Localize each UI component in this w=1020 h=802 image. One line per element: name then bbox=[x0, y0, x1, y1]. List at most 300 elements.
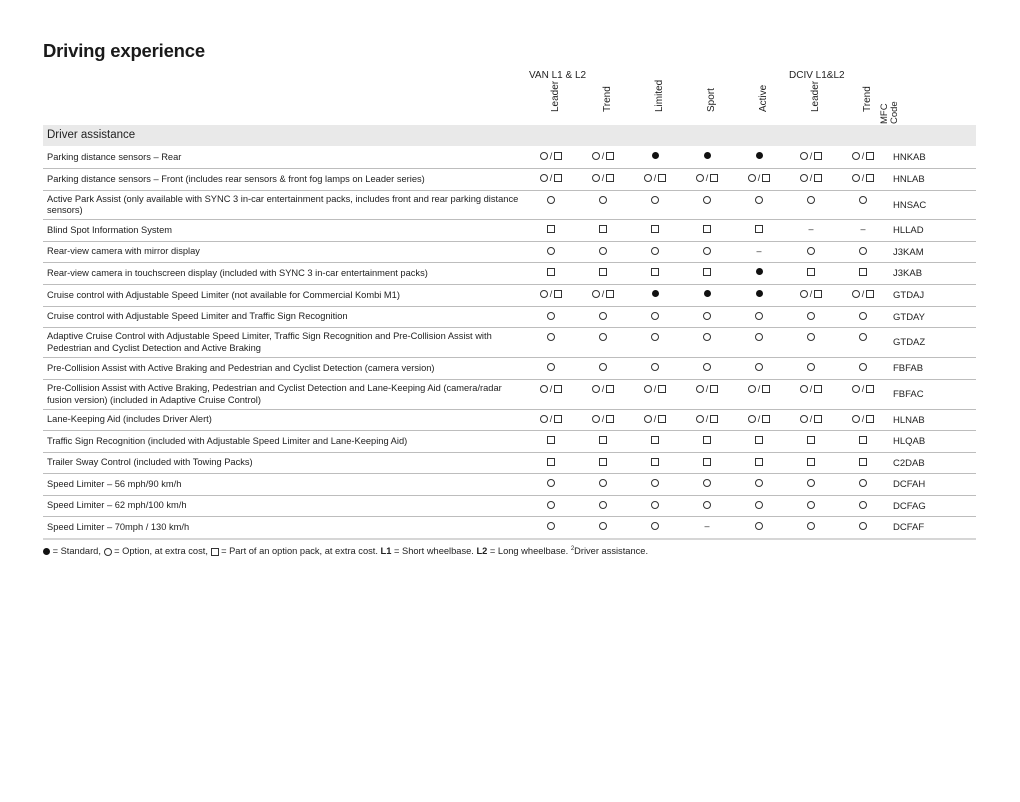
availability-cell bbox=[843, 288, 883, 298]
option-icon bbox=[547, 333, 555, 341]
option-icon bbox=[651, 333, 659, 341]
slash-separator: / bbox=[601, 383, 605, 394]
option-icon bbox=[859, 479, 867, 487]
option-icon bbox=[540, 385, 548, 393]
option-icon bbox=[859, 196, 867, 204]
table-row bbox=[43, 328, 976, 358]
option-icon bbox=[547, 196, 555, 204]
slash-separator: / bbox=[809, 150, 813, 161]
availability-cell bbox=[635, 172, 675, 182]
option-icon bbox=[807, 196, 815, 204]
mfc-code: FBFAB bbox=[893, 363, 924, 374]
slash-separator: / bbox=[601, 150, 605, 161]
option-icon bbox=[748, 174, 756, 182]
availability-cell bbox=[635, 499, 675, 509]
pack-icon bbox=[866, 152, 874, 160]
option-icon bbox=[859, 522, 867, 530]
availability-cell bbox=[739, 288, 779, 298]
column-header bbox=[853, 84, 873, 124]
option-icon bbox=[703, 247, 711, 255]
availability-cell bbox=[791, 150, 831, 160]
table-row bbox=[43, 517, 976, 539]
availability-cell bbox=[843, 331, 883, 341]
pack-icon bbox=[807, 458, 815, 466]
pack-icon bbox=[814, 385, 822, 393]
feature-label: Parking distance sensors – Front (includes rear sensors & front fog lamps on Leader series) bbox=[47, 173, 425, 184]
pack-icon bbox=[606, 152, 614, 160]
option-icon bbox=[540, 152, 548, 160]
pack-icon bbox=[755, 225, 763, 233]
availability-cell bbox=[843, 499, 883, 509]
availability-cell bbox=[739, 310, 779, 320]
option-icon bbox=[644, 385, 652, 393]
availability-cell bbox=[739, 245, 779, 255]
slash-separator: / bbox=[809, 172, 813, 183]
table-row bbox=[43, 380, 976, 410]
standard-icon bbox=[652, 152, 659, 159]
availability-cell bbox=[635, 477, 675, 487]
legend-l2-key: L2 bbox=[476, 546, 488, 557]
availability-cell bbox=[791, 434, 831, 444]
legend-option: = Option, at extra cost, bbox=[114, 546, 208, 557]
slash-separator: / bbox=[601, 172, 605, 183]
pack-icon bbox=[859, 436, 867, 444]
column-header bbox=[541, 80, 561, 124]
availability-cell bbox=[791, 288, 831, 298]
feature-label: Pre-Collision Assist with Active Braking, Pedestrian and Cyclist Detection and Lane-Keeping Aid (camera/radar fusion version) (included in Adaptive Cruise Control) bbox=[47, 383, 502, 405]
availability-cell bbox=[791, 383, 831, 393]
availability-cell bbox=[687, 477, 727, 487]
option-icon bbox=[104, 548, 112, 556]
option-icon bbox=[540, 415, 548, 423]
column-header bbox=[801, 80, 821, 124]
availability-cell bbox=[635, 223, 675, 233]
slash-separator: / bbox=[653, 172, 657, 183]
feature-label: Speed Limiter – 56 mph/90 km/h bbox=[47, 478, 182, 489]
feature-label: Cruise control with Adjustable Speed Limiter and Traffic Sign Recognition bbox=[47, 311, 348, 322]
availability-cell bbox=[531, 150, 571, 160]
option-icon bbox=[748, 415, 756, 423]
availability-cell bbox=[739, 434, 779, 444]
option-icon bbox=[644, 174, 652, 182]
availability-cell bbox=[531, 310, 571, 320]
option-icon bbox=[852, 415, 860, 423]
availability-cell bbox=[583, 245, 623, 255]
availability-cell bbox=[687, 172, 727, 182]
availability-cell bbox=[791, 331, 831, 341]
availability-cell bbox=[687, 413, 727, 423]
not-available-dash: – bbox=[860, 223, 866, 234]
availability-cell bbox=[687, 288, 727, 298]
standard-icon bbox=[756, 290, 763, 297]
pack-icon bbox=[762, 174, 770, 182]
availability-cell bbox=[583, 331, 623, 341]
availability-cell bbox=[583, 310, 623, 320]
pack-icon bbox=[606, 174, 614, 182]
pack-icon bbox=[606, 415, 614, 423]
pack-icon bbox=[211, 548, 219, 556]
pack-icon bbox=[554, 415, 562, 423]
standard-icon bbox=[756, 268, 763, 275]
availability-cell bbox=[791, 477, 831, 487]
not-available-dash: – bbox=[756, 245, 762, 256]
availability-cell bbox=[843, 223, 883, 233]
pack-icon bbox=[658, 174, 666, 182]
availability-cell bbox=[531, 331, 571, 341]
pack-icon bbox=[651, 458, 659, 466]
availability-cell bbox=[635, 310, 675, 320]
availability-cell bbox=[739, 266, 779, 276]
pack-icon bbox=[710, 174, 718, 182]
slash-separator: / bbox=[861, 383, 865, 394]
option-icon bbox=[592, 415, 600, 423]
availability-cell bbox=[791, 520, 831, 530]
feature-label: Lane-Keeping Aid (includes Driver Alert) bbox=[47, 414, 212, 425]
mfc-code: HLLAD bbox=[893, 225, 924, 236]
pack-icon bbox=[814, 174, 822, 182]
availability-cell bbox=[687, 456, 727, 466]
pack-icon bbox=[554, 152, 562, 160]
option-icon bbox=[859, 363, 867, 371]
group-label-dciv: DCIV L1&L2 bbox=[789, 70, 845, 81]
option-icon bbox=[807, 479, 815, 487]
availability-cell bbox=[687, 520, 727, 530]
availability-cell bbox=[687, 499, 727, 509]
standard-icon bbox=[43, 548, 50, 555]
mfc-code: FBFAC bbox=[893, 389, 924, 400]
mfc-code: HNKAB bbox=[893, 152, 926, 163]
legend-note-sup: 2 bbox=[570, 546, 575, 552]
column-header bbox=[749, 84, 769, 124]
pack-icon bbox=[651, 436, 659, 444]
availability-cell bbox=[739, 456, 779, 466]
pack-icon bbox=[755, 458, 763, 466]
availability-cell bbox=[531, 520, 571, 530]
pack-icon bbox=[755, 436, 763, 444]
availability-cell bbox=[635, 331, 675, 341]
option-icon bbox=[540, 174, 548, 182]
option-icon bbox=[703, 363, 711, 371]
slash-separator: / bbox=[705, 383, 709, 394]
availability-cell bbox=[635, 413, 675, 423]
pack-icon bbox=[599, 268, 607, 276]
availability-cell bbox=[635, 383, 675, 393]
option-icon bbox=[807, 522, 815, 530]
standard-icon bbox=[756, 152, 763, 159]
column-header-label: Trend bbox=[862, 86, 873, 112]
table-row bbox=[43, 169, 976, 191]
slash-separator: / bbox=[549, 172, 553, 183]
option-icon bbox=[651, 196, 659, 204]
availability-cell bbox=[531, 266, 571, 276]
mfc-code: DCFAG bbox=[893, 500, 926, 512]
option-icon bbox=[800, 152, 808, 160]
pack-icon bbox=[814, 152, 822, 160]
standard-icon bbox=[704, 152, 711, 159]
availability-cell bbox=[635, 434, 675, 444]
availability-cell bbox=[687, 361, 727, 371]
pack-icon bbox=[762, 415, 770, 423]
option-icon bbox=[540, 290, 548, 298]
option-icon bbox=[599, 312, 607, 320]
availability-cell bbox=[635, 520, 675, 530]
availability-cell bbox=[583, 150, 623, 160]
availability-cell bbox=[791, 266, 831, 276]
option-icon bbox=[859, 501, 867, 509]
availability-cell bbox=[843, 520, 883, 530]
slash-separator: / bbox=[549, 288, 553, 299]
availability-cell bbox=[583, 194, 623, 204]
slash-separator: / bbox=[861, 288, 865, 299]
option-icon bbox=[852, 152, 860, 160]
option-icon bbox=[599, 333, 607, 341]
availability-cell bbox=[635, 245, 675, 255]
pack-icon bbox=[599, 458, 607, 466]
pack-icon bbox=[859, 458, 867, 466]
availability-cell bbox=[687, 245, 727, 255]
mfc-code: HLNAB bbox=[893, 414, 925, 426]
feature-label: Trailer Sway Control (included with Towing Packs) bbox=[47, 457, 253, 468]
option-icon bbox=[651, 479, 659, 487]
column-header bbox=[697, 84, 717, 124]
slash-separator: / bbox=[757, 172, 761, 183]
slash-separator: / bbox=[809, 413, 813, 424]
table-row bbox=[43, 453, 976, 474]
availability-cell bbox=[583, 499, 623, 509]
option-icon bbox=[755, 479, 763, 487]
availability-cell bbox=[843, 310, 883, 320]
feature-label: Speed Limiter – 62 mph/100 km/h bbox=[47, 500, 187, 511]
option-icon bbox=[703, 501, 711, 509]
section-header-driver-assistance: Driver assistance bbox=[43, 125, 976, 146]
option-icon bbox=[547, 363, 555, 371]
availability-cell bbox=[791, 499, 831, 509]
pack-icon bbox=[807, 268, 815, 276]
availability-cell bbox=[739, 223, 779, 233]
column-header-label: Trend bbox=[602, 86, 613, 112]
legend-l1-text: = Short wheelbase. bbox=[394, 546, 474, 557]
availability-cell bbox=[791, 456, 831, 466]
column-header-label: Limited bbox=[654, 79, 665, 112]
mfc-code: DCFAH bbox=[893, 479, 926, 490]
table-row bbox=[43, 307, 976, 328]
feature-label: Parking distance sensors – Rear bbox=[47, 151, 182, 162]
option-icon bbox=[599, 501, 607, 509]
option-icon bbox=[859, 333, 867, 341]
pack-icon bbox=[554, 290, 562, 298]
pack-icon bbox=[554, 385, 562, 393]
slash-separator: / bbox=[705, 172, 709, 183]
option-icon bbox=[859, 312, 867, 320]
option-icon bbox=[755, 501, 763, 509]
mfc-code: HNLAB bbox=[893, 174, 925, 185]
availability-cell bbox=[739, 383, 779, 393]
pack-icon bbox=[599, 225, 607, 233]
slash-separator: / bbox=[861, 150, 865, 161]
availability-cell bbox=[531, 172, 571, 182]
availability-cell bbox=[583, 477, 623, 487]
option-icon bbox=[592, 152, 600, 160]
column-header-label: Sport bbox=[706, 88, 717, 112]
availability-cell bbox=[531, 288, 571, 298]
pack-icon bbox=[547, 268, 555, 276]
option-icon bbox=[651, 501, 659, 509]
availability-cell bbox=[739, 150, 779, 160]
option-icon bbox=[599, 363, 607, 371]
availability-cell bbox=[687, 383, 727, 393]
standard-icon bbox=[704, 290, 711, 297]
option-icon bbox=[599, 196, 607, 204]
pack-icon bbox=[866, 174, 874, 182]
option-icon bbox=[852, 174, 860, 182]
pack-icon bbox=[866, 385, 874, 393]
availability-cell bbox=[583, 456, 623, 466]
availability-cell bbox=[739, 520, 779, 530]
availability-cell bbox=[531, 499, 571, 509]
availability-cell bbox=[843, 361, 883, 371]
availability-cell bbox=[531, 434, 571, 444]
slash-separator: / bbox=[757, 383, 761, 394]
availability-cell bbox=[687, 194, 727, 204]
slash-separator: / bbox=[601, 413, 605, 424]
availability-cell bbox=[843, 150, 883, 160]
availability-cell bbox=[531, 413, 571, 423]
pack-icon bbox=[866, 290, 874, 298]
availability-cell bbox=[635, 456, 675, 466]
availability-cell bbox=[583, 361, 623, 371]
pack-icon bbox=[807, 436, 815, 444]
availability-cell bbox=[791, 245, 831, 255]
slash-separator: / bbox=[601, 288, 605, 299]
legend-l2-text: = Long wheelbase. bbox=[489, 546, 569, 557]
mfc-code-header-text: MFC Code bbox=[879, 101, 900, 124]
option-icon bbox=[807, 363, 815, 371]
pack-icon bbox=[859, 268, 867, 276]
option-icon bbox=[547, 479, 555, 487]
column-header bbox=[645, 79, 665, 124]
not-available-dash: – bbox=[704, 520, 710, 531]
availability-cell bbox=[843, 194, 883, 204]
option-icon bbox=[696, 415, 704, 423]
table-row bbox=[43, 410, 976, 431]
availability-cell bbox=[687, 310, 727, 320]
mfc-code: J3KAB bbox=[893, 268, 923, 279]
mfc-code: DCFAF bbox=[893, 522, 925, 533]
option-icon bbox=[852, 385, 860, 393]
option-icon bbox=[599, 479, 607, 487]
availability-cell bbox=[583, 172, 623, 182]
pack-icon bbox=[866, 415, 874, 423]
option-icon bbox=[696, 174, 704, 182]
availability-cell bbox=[531, 456, 571, 466]
slash-separator: / bbox=[757, 413, 761, 424]
standard-icon bbox=[652, 290, 659, 297]
availability-cell bbox=[531, 223, 571, 233]
not-available-dash: – bbox=[808, 223, 814, 234]
pack-icon bbox=[703, 225, 711, 233]
pack-icon bbox=[658, 385, 666, 393]
mfc-code: GTDAZ bbox=[893, 337, 926, 348]
availability-cell bbox=[583, 288, 623, 298]
availability-cell bbox=[843, 172, 883, 182]
pack-icon bbox=[606, 290, 614, 298]
availability-cell bbox=[739, 331, 779, 341]
option-icon bbox=[592, 385, 600, 393]
slash-separator: / bbox=[705, 413, 709, 424]
availability-cell bbox=[635, 194, 675, 204]
option-icon bbox=[547, 312, 555, 320]
availability-cell bbox=[791, 361, 831, 371]
feature-label: Traffic Sign Recognition (included with Adjustable Speed Limiter and Lane-Keeping Aid) bbox=[47, 435, 408, 446]
feature-label: Adaptive Cruise Control with Adjustable Speed Limiter, Traffic Sign Recognition and Pre-Collision Assist with Pedestrian and Cyclist Detection and Active Braking bbox=[47, 331, 492, 353]
availability-cell bbox=[843, 434, 883, 444]
pack-icon bbox=[762, 385, 770, 393]
availability-cell bbox=[531, 245, 571, 255]
table-row bbox=[43, 431, 976, 453]
availability-cell bbox=[843, 266, 883, 276]
legend-note-text: Driver assistance. bbox=[574, 546, 649, 557]
column-header bbox=[593, 84, 613, 124]
availability-cell bbox=[843, 456, 883, 466]
mfc-code: HNSAC bbox=[893, 199, 927, 211]
pack-icon bbox=[606, 385, 614, 393]
pack-icon bbox=[547, 458, 555, 466]
group-label-van: VAN L1 & L2 bbox=[529, 70, 587, 81]
feature-label: Rear-view camera with mirror display bbox=[47, 246, 200, 257]
table-row bbox=[43, 191, 976, 220]
slash-separator: / bbox=[653, 413, 657, 424]
option-icon bbox=[800, 415, 808, 423]
legend-l1-key: L1 bbox=[380, 546, 392, 557]
pack-icon bbox=[703, 458, 711, 466]
option-icon bbox=[807, 312, 815, 320]
page-title: Driving experience bbox=[43, 40, 205, 61]
legend bbox=[43, 546, 648, 556]
feature-label: Rear-view camera in touchscreen display (included with SYNC 3 in-car entertainment packs) bbox=[47, 267, 428, 278]
slash-separator: / bbox=[549, 413, 553, 424]
pack-icon bbox=[710, 415, 718, 423]
slash-separator: / bbox=[861, 172, 865, 183]
option-icon bbox=[800, 385, 808, 393]
option-icon bbox=[696, 385, 704, 393]
slash-separator: / bbox=[809, 383, 813, 394]
pack-icon bbox=[703, 268, 711, 276]
option-icon bbox=[547, 247, 555, 255]
availability-cell bbox=[843, 413, 883, 423]
option-icon bbox=[703, 196, 711, 204]
availability-cell bbox=[583, 434, 623, 444]
option-icon bbox=[651, 247, 659, 255]
availability-cell bbox=[583, 520, 623, 530]
feature-label: Blind Spot Information System bbox=[47, 224, 173, 235]
availability-cell bbox=[791, 310, 831, 320]
availability-cell bbox=[635, 288, 675, 298]
availability-cell bbox=[843, 245, 883, 255]
option-icon bbox=[651, 363, 659, 371]
availability-cell bbox=[687, 331, 727, 341]
availability-cell bbox=[583, 223, 623, 233]
availability-cell bbox=[739, 361, 779, 371]
option-icon bbox=[748, 385, 756, 393]
table-row bbox=[43, 263, 976, 285]
pack-icon bbox=[814, 290, 822, 298]
availability-cell bbox=[531, 194, 571, 204]
column-header-label: Active bbox=[758, 84, 769, 112]
legend-standard: = Standard, bbox=[52, 546, 101, 557]
table-row bbox=[43, 474, 976, 496]
feature-table bbox=[43, 147, 976, 539]
table-row bbox=[43, 285, 976, 307]
